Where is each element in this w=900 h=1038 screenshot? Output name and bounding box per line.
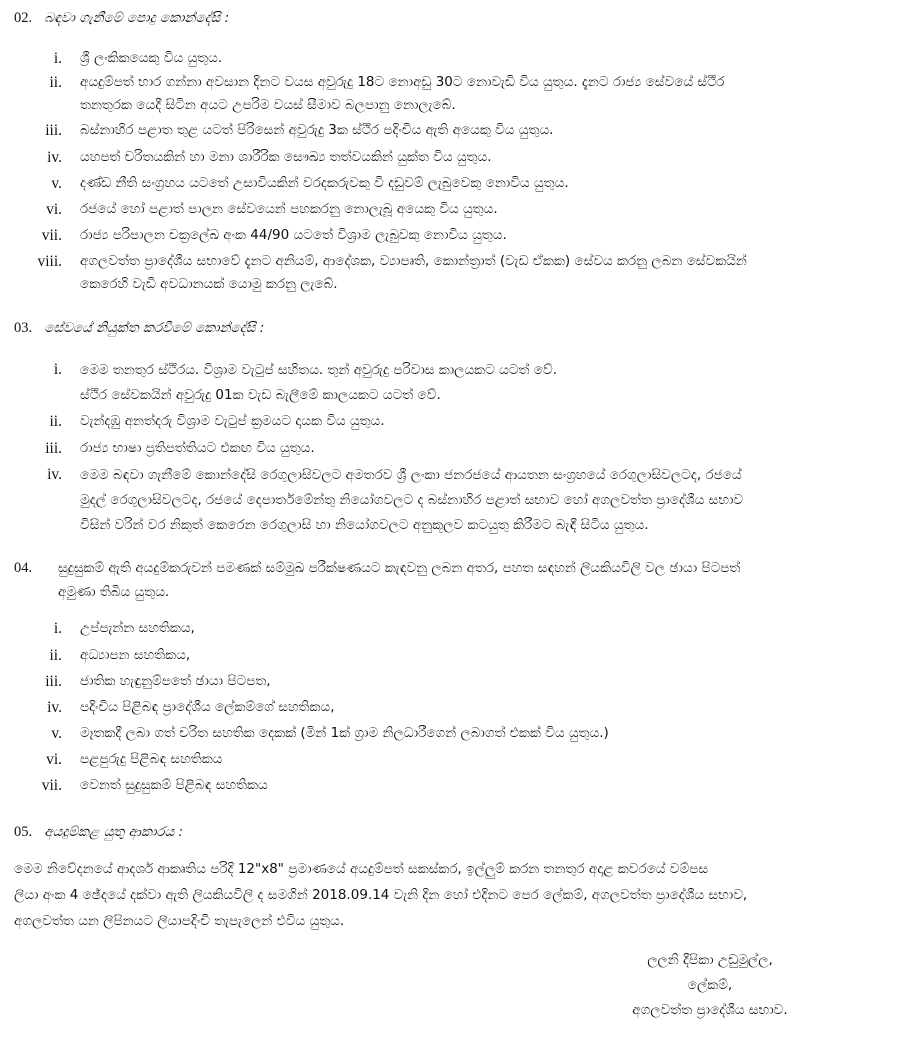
item-text: රාජ්‍ය භාෂා ප්‍රතිපත්තියට එකඟ විය යුතුය. <box>80 440 315 456</box>
section-04-text: සුදුසුකම් ඇති අයදුම්කරුවන් පමණක් සම්මුඛ පරීක්ෂණයට කැඳවනු ලබන අතර, පහත සඳහන් ලියකියවිලි වල ඡායා පිටපත් අමුණා තිබිය යුතුය. <box>58 560 741 600</box>
item-text: වෙනත් සුදුසුකම් පිළිබඳ සහතිකය <box>80 777 268 793</box>
item-numeral: iv. <box>47 149 62 166</box>
signature-name: ලලනි දීපිකා උඩුමුල්ල, <box>647 952 773 968</box>
item-text: මෙම තනතුර ස්ථිරය. විශ්‍රාම වැටුප් සහිතය. තුන් අවුරුදු පරිවාස කාලයකට යටත් වේ. ස්ථිර සේවකයින් අවුරුදු 01ක වැඩ බැලීමේ කාලයකට යටත් වේ. <box>80 362 557 403</box>
item-numeral: iii. <box>45 440 62 457</box>
section-03-number: 03. <box>14 320 33 336</box>
item-numeral: vi. <box>46 751 62 768</box>
item-numeral: v. <box>51 725 62 742</box>
item-text: වැන්දඹු අනත්දරු විශ්‍රාම වැටුප් ක්‍රමයට දායක විය යුතුය. <box>80 413 385 429</box>
item-text: අධ්‍යාපන සහතිකය, <box>80 647 191 663</box>
item-numeral: v. <box>51 175 62 192</box>
item-text: අයදුම්පත් භාර ගන්නා අවසාන දිනට වයස අවුරුදු 18ට නොඅඩු 30ට නොවැඩි විය යුතුය. දැනට රාජ්‍ය සේවයේ ස්ථිර තනතුරක යෙදී සිටින අයට උපරිම වයස් සීමාව බලපානු නොලැබේ. <box>80 74 725 113</box>
signature-designation: ලේකම්, <box>687 977 733 993</box>
item-numeral: i. <box>53 50 62 67</box>
item-numeral: vii. <box>41 777 62 794</box>
item-text: උප්පැන්න සහතිකය, <box>80 620 195 636</box>
item-text: රජයේ හෝ පළාත් පාලන සේවයෙන් පහකරනු නොලැබූ අයෙකු විය යුතුය. <box>80 201 498 217</box>
item-numeral: vii. <box>41 227 62 244</box>
item-text: පදිංචිය පිළිබඳ ප්‍රාදේශීය ලේකම්ගේ සහතිකය, <box>80 699 335 715</box>
item-numeral: i. <box>53 361 62 378</box>
item-text: අගලවත්ත ප්‍රාදේශීය සභාවේ දැනට අනියම්, ආදේශක, ව්‍යාපෘති, කොන්ත්‍රාත් (වැඩ ඒකක) සේවය කරනු ලබන සේවකයින් කෙරෙහි වැඩි අවධානයක් යොමු කරනු ලැබේ. <box>80 253 747 292</box>
item-numeral: iv. <box>47 699 62 716</box>
section-04-intro <box>14 556 890 600</box>
item-numeral: viii. <box>37 253 62 270</box>
item-text: ජාතික හැඳුනුම්පතේ ඡායා පිටපත, <box>80 673 271 689</box>
item-text: දණ්ඩ නීති සංග්‍රහය යටතේ උසාවියකින් වරදකරුවකු වී දඩුවම් ලැබුවෙකු නොවිය යුතුය. <box>80 175 569 191</box>
section-02-title: බඳවා ගැනීමේ පොදු කොන්දේසි : <box>44 10 230 26</box>
item-text: බස්නාහිර පළාත තුළ යටත් පිරිසෙන් අවුරුදු 3ක ස්ථිර පදිංචිය ඇති අයෙකු විය යුතුය. <box>80 122 554 138</box>
section-05-text: මෙම නිවේදනයේ ආදර්ශ ආකෘතිය පරිදි 12"x8" ප්‍රමාණයේ අයදුම්පත් සකස්කර, ඉල්ලුම් කරන තනතුර අදාළ කවරයේ වම්පස ලියා අංක 4 ඡේදයේ දක්වා ඇති ලියකියවිලි ද සමගින් 2018.09.14 වැනි දින හෝ එදිනට පෙර ලේකම්, අගලවත්ත ප්‍රාදේශීය සභාව, අගලවත්ත යන ලිපිනයට ලියාපදිංචි තැපැලෙන් එවිය යුතුය. <box>14 861 748 929</box>
section-03-title: සේවයේ නියුක්ත කරවීමේ කොන්දේසි : <box>44 320 265 336</box>
item-text: යහපත් චරිතයකින් හා මනා ශාරීරික සෞඛ්‍ය තත්වයකින් යුක්ත විය යුතුය. <box>80 149 492 165</box>
signature-office: අගලවත්ත ප්‍රාදේශීය සභාව. <box>632 1002 788 1018</box>
section-05-number: 05. <box>14 824 33 840</box>
section-05-title: අයදුම්කළ යුතු ආකාරය : <box>44 824 184 840</box>
item-numeral: i. <box>53 620 62 637</box>
section-03-heading <box>14 318 264 338</box>
item-text: පළපුරුදු පිළිබඳ සහතිකය <box>80 751 223 767</box>
item-text: ශ්‍රී ලංකිකයෙකු විය යුතුය. <box>80 50 223 66</box>
item-numeral: vi. <box>46 201 62 218</box>
section-02-heading <box>14 8 229 28</box>
section-02-number: 02. <box>14 10 33 26</box>
item-text: මෑතකදී ලබා ගත් චරිත සහතික දෙකක් (මින් 1ක් ග්‍රාම නිලධාරීගෙන් ලබාගත් එකක් විය යුතුය.) <box>80 725 609 741</box>
item-numeral: ii. <box>49 647 62 664</box>
item-numeral: iii. <box>45 673 62 690</box>
item-numeral: iii. <box>45 122 62 139</box>
item-text: රාජ්‍ය පරිපාලන චක්‍රලේඛ අංක 44/90 යටතේ විශ්‍රාම ලැබුවකු නොවිය යුතුය. <box>80 227 507 243</box>
item-text: මෙම බඳවා ගැනීමේ කොන්දේසි රෙගුලාසිවලට අමතරව ශ්‍රී ලංකා ජනරජයේ ආයතන සංග්‍රහයේ රෙගුලාසිවලටද, රජයේ මුදල් රෙගුලාසිවලටද, රජයේ දෙපාර්තමේන්තු නියෝගවලට ද බස්නාහිර පළාත් සභාව හෝ අගලවත්ත ප්‍රාදේශීය සභාව විසින් වරින් වර නිකුත් කෙරෙන රෙගුලාසි හා නියෝගවලට අනුකූලව කටයුතු කිරීමට බැඳී සිටිය යුතුය. <box>80 467 744 533</box>
section-05-heading <box>14 822 183 842</box>
signature-block <box>560 948 860 1023</box>
item-numeral: iv. <box>47 466 62 483</box>
section-04-number: 04. <box>14 560 33 576</box>
item-numeral: ii. <box>49 413 62 430</box>
item-numeral: ii. <box>49 74 62 91</box>
